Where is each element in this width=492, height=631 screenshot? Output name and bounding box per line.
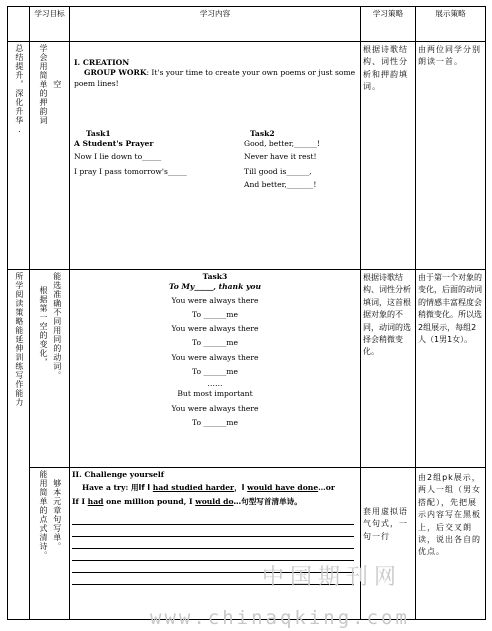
task2-line2: Never have it rest!	[244, 152, 317, 162]
strategy-cell-2: 根据诗歌结构、词性分析填词，这首根据对象的不同，动词的选择会稍微变化。	[361, 270, 416, 468]
header-goal: 学习目标	[30, 7, 70, 42]
header-row	[8, 7, 486, 42]
header-strategy: 学习策略	[361, 7, 416, 42]
task1-subtitle: A Student's Prayer	[74, 139, 154, 148]
try-text3: …or	[318, 483, 335, 493]
try-underline4: would do	[195, 496, 234, 506]
header-content: 学习内容	[70, 7, 361, 42]
try-text6: …句型写首清单诗。	[233, 496, 302, 506]
goal2-text-b: 能选准确不同用同的动词。	[52, 272, 62, 380]
task3-title: Task3	[202, 272, 228, 281]
try-underline3: had	[87, 496, 104, 506]
task3-line-7: But most important	[177, 389, 253, 399]
group-work-paragraph	[74, 68, 356, 89]
watermark-cn: 中国期刊网	[262, 565, 403, 590]
task3-line-1: To ______me	[192, 309, 238, 319]
tasks-block	[74, 129, 356, 190]
try-underline1: had studied harder	[152, 483, 235, 493]
task3-line-6: ……	[207, 379, 223, 388]
try-text5: one million pound, I	[106, 496, 193, 506]
try-text2: ，I	[234, 483, 245, 493]
header-display: 展示策略	[416, 7, 486, 42]
stage-reading-cell	[8, 270, 30, 620]
try-text1: 用If I	[130, 483, 151, 493]
content-cell-task3	[70, 270, 361, 468]
goal3-text-b: 够本元章句写单。	[52, 479, 62, 551]
task1-block	[74, 129, 244, 190]
watermark-url: www.chinaqking.com	[150, 607, 410, 629]
row-creation	[8, 42, 486, 270]
goal-text-b: 空	[52, 80, 62, 89]
task3-line-0: You were always there	[171, 295, 259, 305]
writing-line	[72, 537, 354, 549]
task2-line1: Good, better,______!	[244, 139, 320, 148]
task3-line1: To My_____, thank you	[169, 282, 261, 292]
task1-title: Task1	[86, 128, 111, 138]
strategy-cell-1: 根据诗歌结构、词性分析和押韵填词。	[361, 42, 416, 270]
try-text4: If I	[72, 496, 86, 506]
display-cell-2: 由于第一个对象的变化，后面的动词的情感丰富程度会稍微变化。所以选2组展示，每组2人（1男1女）。	[416, 270, 486, 468]
stage-summary-cell	[8, 42, 30, 270]
stage-summary-label: 总结提升，深化升华.	[14, 44, 24, 135]
content-cell-creation	[70, 42, 361, 270]
writing-line	[72, 525, 354, 537]
try-label: Have a try:	[82, 483, 129, 493]
task3-line-2: You were always there	[171, 324, 259, 333]
section-title-creation: I. CREATION	[74, 58, 130, 67]
header-stage	[8, 7, 30, 42]
task2-line4: And better,_______!	[244, 179, 317, 189]
goal-cell-1	[30, 42, 70, 270]
task3-line-5: To ______me	[192, 366, 238, 376]
task2-title: Task2	[250, 128, 275, 138]
group-work-label: GROUP WORK	[84, 68, 147, 78]
task2-block	[244, 129, 356, 190]
group-work-text: : It's your time to create your own poems or just some poem lines!	[74, 68, 356, 88]
task2-line3: Till good is______,	[244, 166, 312, 176]
row-challenge	[8, 468, 486, 620]
try-line	[72, 483, 358, 493]
task1-line1: Now I lie down to_____	[74, 152, 162, 162]
section-title-challenge: II. Challenge yourself	[72, 470, 165, 479]
display-cell-1: 由两位同学分别朗读一首。	[416, 42, 486, 270]
row-task3	[8, 270, 486, 468]
stage-reading-label: 所学阅读策略能延伸训练写作能力	[14, 272, 24, 407]
try-line2	[72, 497, 358, 507]
writing-line	[72, 513, 354, 525]
goal2-text-a: 根据第一空的变化，	[39, 285, 48, 367]
display-cell-3: 由2组pk展示，两人一组（男女搭配），先把展示内容写在黑板上，后交叉朗读，说出各自的优点。	[416, 468, 486, 620]
goal-cell-2	[30, 270, 70, 468]
goal3-text-a: 能用简单的点式清诗。	[39, 470, 48, 560]
task3-line-3: To ______me	[192, 338, 238, 348]
lesson-plan-table	[7, 6, 486, 620]
goal-text-a: 学会用简单的押韵词	[39, 44, 48, 125]
task1-line2: I pray I pass tomorrow's_____	[74, 166, 187, 176]
content-cell-challenge	[70, 468, 361, 620]
writing-line	[72, 549, 354, 561]
strategy-cell-3: 套用虚拟语气句式，一句一行	[361, 468, 416, 620]
try-underline2: would have done	[247, 483, 319, 493]
goal-cell-3	[30, 468, 70, 620]
task3-line-9: To ______me	[192, 417, 238, 427]
task3-line-4: You were always there	[171, 352, 259, 362]
task3-line-8: You were always there	[171, 403, 259, 413]
